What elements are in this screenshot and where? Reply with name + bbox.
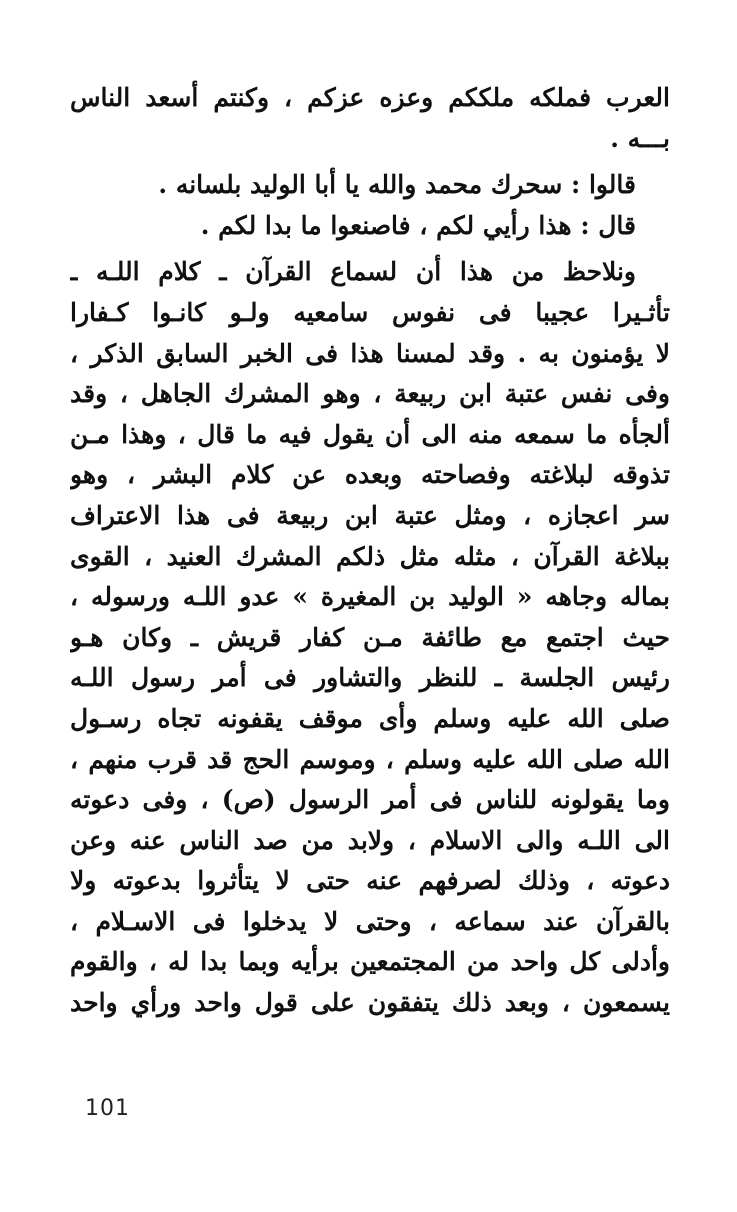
text-line: وفى نفس عتبة ابن ربيعة ، وهو المشرك الجاهل ، وقد — [70, 379, 670, 409]
text-line: ونلاحظ من هذا أن لسماع القرآن ـ كلام اللـه ـ — [70, 257, 636, 287]
text-line: بـــه . — [610, 123, 670, 153]
article-text — [70, 78, 670, 1024]
text-line: وأدلى كل واحد من المجتمعين برأيه وبما بدا له ، والقوم — [70, 947, 670, 977]
text-line: سر اعجازه ، ومثل عتبة ابن ربيعة فى هذا الاعتراف — [70, 500, 670, 530]
text-line: الى اللـه والى الاسلام ، ولابد من صد الناس عنه وعن — [70, 825, 670, 855]
text-line: قالوا : سحرك محمد والله يا أبا الوليد بلسانه . — [158, 170, 636, 200]
page-body — [70, 78, 670, 1078]
text-line: الله صلى الله عليه وسلم ، وموسم الحج قد قرب منهم ، — [70, 744, 670, 774]
text-line: يسمعون ، وبعد ذلك يتفقون على قول واحد ورأي واحد — [70, 988, 670, 1018]
text-line: قال : هذا رأيي لكم ، فاصنعوا ما بدا لكم . — [200, 210, 636, 240]
text-line: بماله وجاهه « الوليد بن المغيرة » عدو اللـه ورسوله ، — [70, 582, 670, 612]
text-line: لا يؤمنون به . وقد لمسنا هذا فى الخبر السابق الذكر ، — [70, 338, 670, 368]
text-line: تذوقه لبلاغته وفصاحته وبعده عن كلام البشر ، وهو — [70, 460, 670, 490]
text-line: صلى الله عليه وسلم وأى موقف يقفونه تجاه رسـول — [70, 703, 670, 733]
text-line: بالقرآن عند سماعه ، وحتى لا يدخلوا فى الاسـلام ، — [70, 906, 670, 936]
text-line: دعوته ، وذلك لصرفهم عنه حتى لا يتأثروا بدعوته ولا — [70, 866, 670, 896]
text-line: حيث اجتمع مع طائفة مـن كفار قريش ـ وكان هـو — [70, 622, 670, 652]
text-line: وما يقولونه للناس فى أمر الرسول (ص) ، وفى دعوته — [70, 785, 670, 815]
text-line: ببلاغة القرآن ، مثله مثل ذلكم المشرك العنيد ، القوى — [70, 541, 670, 571]
text-line: ألجأه ما سمعه منه الى أن يقول فيه ما قال ، وهذا مـن — [70, 419, 670, 449]
text-line: تأثـيرا عجيبا فى نفوس سامعيه ولـو كانـوا كـفارا — [70, 297, 670, 327]
text-line: العرب فملكه ملككم وعزه عزكم ، وكنتم أسعد الناس — [70, 83, 670, 112]
page-number: 101 — [85, 1096, 130, 1121]
text-line: رئيس الجلسة ـ للنظر والتشاور فى أمر رسول اللـه — [70, 663, 670, 693]
